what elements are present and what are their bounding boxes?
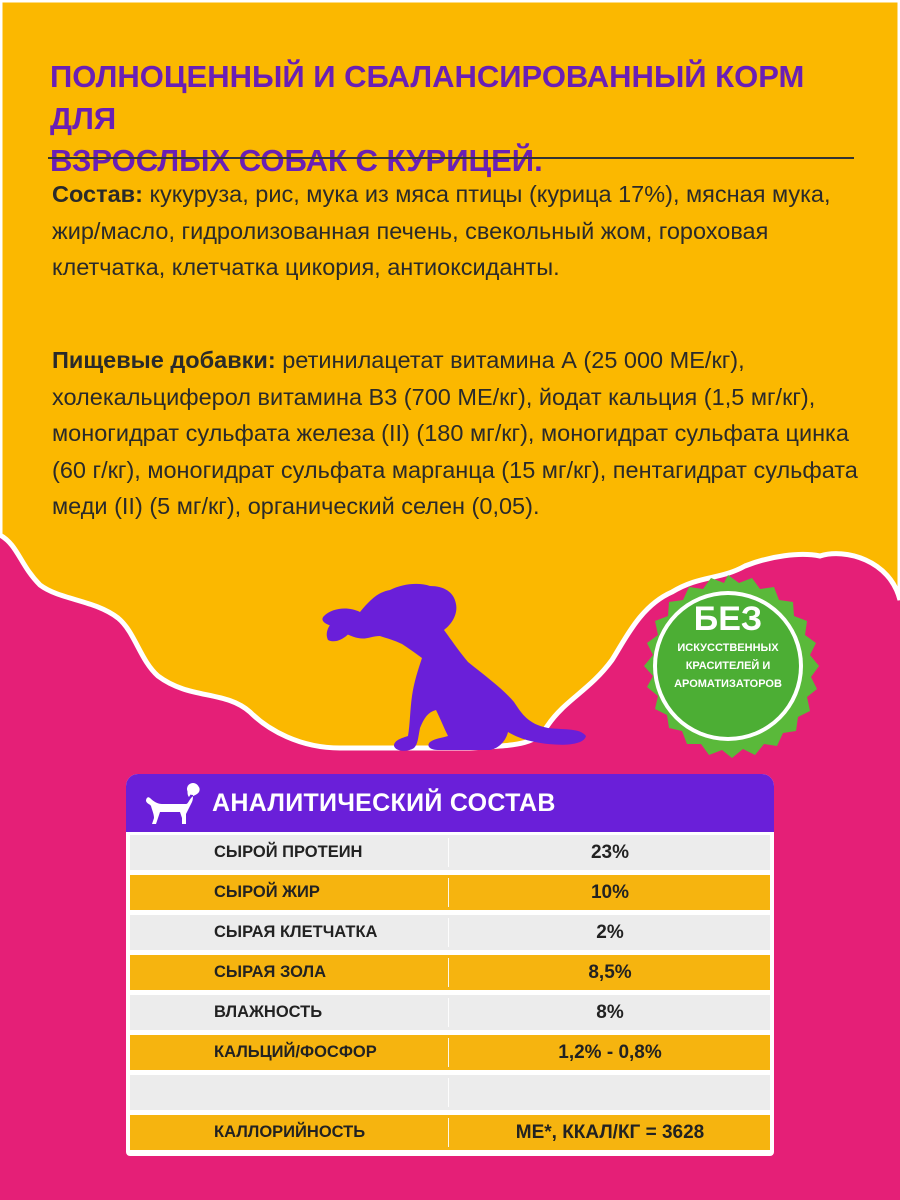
row-separator bbox=[448, 1038, 449, 1067]
badge-line-1: ИСКУССТВЕННЫХ bbox=[677, 642, 779, 654]
table-row bbox=[130, 915, 770, 950]
title-line-2: ВЗРОСЛЫХ СОБАК С КУРИЦЕЙ. bbox=[50, 143, 543, 178]
row-separator bbox=[448, 918, 449, 947]
table-row bbox=[130, 1115, 770, 1150]
additives-paragraph bbox=[52, 342, 862, 525]
title-line-1: ПОЛНОЦЕННЫЙ И СБАЛАНСИРОВАННЫЙ КОРМ ДЛЯ bbox=[50, 59, 805, 136]
analytical-composition-table bbox=[126, 774, 774, 1156]
composition-text: кукуруза, рис, мука из мяса птицы (курица 17%), мясная мука, жир/масло, гидролизованная печень, свекольный жом, гороховая клетчатка, клетчатка цикория, антиоксиданты. bbox=[52, 181, 831, 280]
dog-silhouette-image bbox=[318, 578, 588, 753]
row-value: 23% bbox=[590, 842, 630, 863]
row-separator bbox=[448, 878, 449, 907]
row-name: СЫРАЯ ЗОЛА bbox=[214, 963, 327, 981]
row-value: 2% bbox=[596, 922, 624, 943]
row-separator bbox=[448, 838, 449, 867]
row-separator bbox=[448, 1118, 449, 1147]
no-artificial-additives-badge bbox=[628, 566, 828, 766]
composition-paragraph bbox=[52, 176, 862, 286]
badge-big-text: БЕЗ bbox=[693, 600, 763, 638]
row-name: ВЛАЖНОСТЬ bbox=[214, 1003, 323, 1021]
table-row bbox=[130, 955, 770, 990]
page-title bbox=[50, 56, 870, 182]
table-row bbox=[130, 1035, 770, 1070]
row-value: 8% bbox=[596, 1002, 624, 1023]
row-separator bbox=[448, 958, 449, 987]
row-name: КАЛЛОРИЙНОСТЬ bbox=[214, 1123, 366, 1141]
additives-text: ретинилацетат витамина А (25 000 МЕ/кг), холекальциферол витамина В3 (700 МЕ/кг), йодат кальция (1,5 мг/кг), моногидрат сульфата железа (II) (180 мг/кг), моногидрат сульфата цинка (60 г/кг), моногидрат сульфата марганца (15 мг/кг), пентагидрат сульфата меди (II) (5 мг/кг), органический селен (0,05). bbox=[52, 347, 858, 519]
table-header bbox=[126, 774, 774, 832]
title-divider bbox=[48, 157, 854, 159]
row-value: 1,2% - 0,8% bbox=[558, 1042, 662, 1063]
table-row bbox=[130, 995, 770, 1030]
badge-line-3: АРОМАТИЗАТОРОВ bbox=[674, 678, 782, 690]
table-row bbox=[130, 875, 770, 910]
additives-label: Пищевые добавки: bbox=[52, 347, 276, 373]
row-name: КАЛЬЦИЙ/ФОСФОР bbox=[214, 1043, 377, 1061]
table-title: АНАЛИТИЧЕСКИЙ СОСТАВ bbox=[212, 789, 556, 817]
row-separator bbox=[448, 1078, 449, 1107]
badge-line-2: КРАСИТЕЛЕЙ И bbox=[685, 660, 771, 672]
row-separator bbox=[448, 998, 449, 1027]
row-value: МЕ*, ККАЛ/КГ = 3628 bbox=[515, 1122, 705, 1143]
row-value: 10% bbox=[590, 882, 630, 903]
table-row bbox=[130, 835, 770, 870]
composition-label: Состав: bbox=[52, 181, 143, 207]
dog-icon bbox=[142, 780, 202, 828]
row-name: СЫРОЙ ЖИР bbox=[214, 883, 320, 901]
row-name: СЫРОЙ ПРОТЕИН bbox=[214, 843, 363, 861]
table-row bbox=[130, 1075, 770, 1110]
row-value: 8,5% bbox=[588, 962, 632, 983]
row-name: СЫРАЯ КЛЕТЧАТКА bbox=[214, 923, 378, 941]
